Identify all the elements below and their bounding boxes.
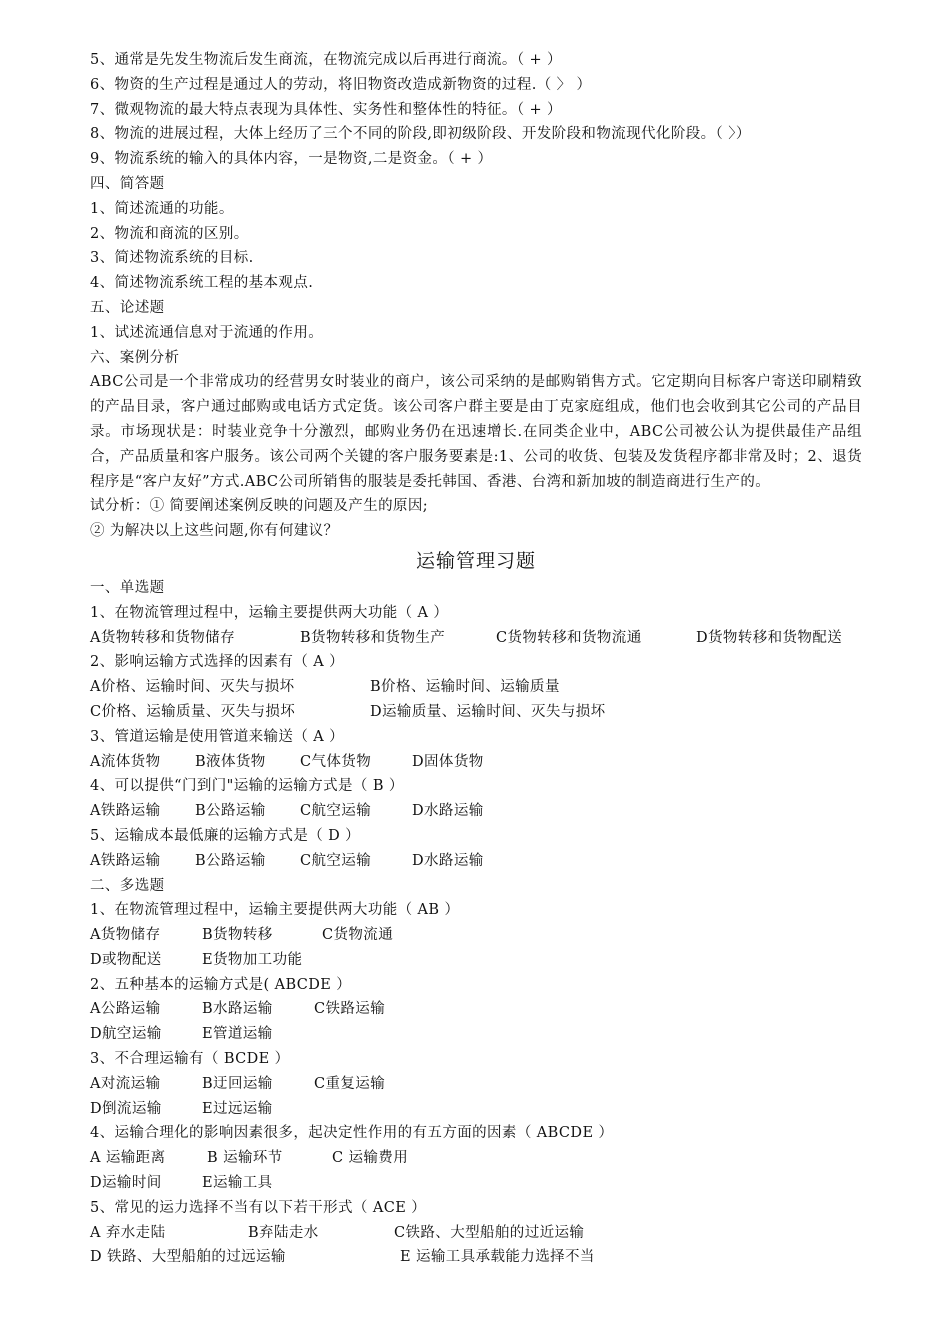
answer-option: B迂回运输 — [202, 1075, 273, 1092]
answer-option: B货物转移和货物生产 — [300, 629, 446, 646]
essay-heading: 五、论述题 — [90, 299, 165, 316]
tf-item-6: 6、物资的生产过程是通过人的劳动，将旧物资改造成新物资的过程.（ 〉 ） — [90, 76, 592, 93]
options-row — [90, 948, 890, 973]
answer-option: C气体货物 — [300, 753, 372, 770]
short-answer-item: 1、简述流通的功能。 — [90, 200, 234, 217]
answer-option: A 弃水走陆 — [90, 1224, 166, 1241]
answer-option: C 运输费用 — [332, 1150, 409, 1167]
short-answer-item: 3、简述物流系统的目标. — [90, 250, 254, 267]
answer-option: D 铁路、大型船舶的过远运输 — [90, 1249, 286, 1266]
answer-option: A货物转移和货物储存 — [90, 629, 235, 646]
answer-option: C铁路运输 — [314, 1001, 386, 1018]
answer-option: E管道运输 — [202, 1026, 273, 1043]
question-text: 5、运输成本最低廉的运输方式是（ D ） — [90, 827, 361, 844]
multi-choice-questions — [90, 898, 890, 1270]
answer-option: D或物配送 — [90, 951, 162, 968]
question-text: 3、不合理运输有（ BCDE ） — [90, 1051, 290, 1068]
essay-item: 1、试述流通信息对于流通的作用。 — [90, 324, 324, 341]
question-text: 2、影响运输方式选择的因素有（ A ） — [90, 654, 345, 671]
answer-option: C货物转移和货物流通 — [496, 629, 642, 646]
document-page — [90, 48, 890, 1270]
answer-option: E 运输工具承载能力选择不当 — [400, 1249, 595, 1266]
options-row — [90, 700, 890, 725]
answer-option: D运输质量、运输时间、灭失与损坏 — [370, 703, 606, 720]
question-text: 3、管道运输是使用管道来输送（ A ） — [90, 728, 345, 745]
case-question-1: 试分析：① 简要阐述案例反映的问题及产生的原因; — [90, 498, 429, 515]
answer-option: B水路运输 — [202, 1001, 273, 1018]
answer-option: D航空运输 — [90, 1026, 162, 1043]
answer-option: D水路运输 — [412, 852, 484, 869]
answer-option: A公路运输 — [90, 1001, 161, 1018]
answer-option: D运输时间 — [90, 1175, 162, 1192]
answer-option: D货物转移和货物配送 — [696, 629, 843, 646]
tf-item-5: 5、通常是先发生物流后发生商流，在物流完成以后再进行商流。（ + ） — [90, 52, 562, 68]
question-text: 1、在物流管理过程中，运输主要提供两大功能（ A ） — [90, 604, 449, 621]
answer-option: C铁路、大型船舶的过近运输 — [394, 1224, 585, 1241]
options-row — [90, 1146, 890, 1171]
answer-option: D倒流运输 — [90, 1100, 162, 1117]
short-answer-heading: 四、简答题 — [90, 175, 165, 192]
answer-option: A对流运输 — [90, 1075, 161, 1092]
options-row — [90, 1072, 890, 1097]
question-text: 4、可以提供“门到门"运输的运输方式是（ B ） — [90, 778, 404, 795]
tf-item-7: 7、微观物流的最大特点表现为具体性、实务性和整体性的特征。（ + ） — [90, 101, 562, 118]
options-row — [90, 1171, 890, 1196]
answer-option: C价格、运输质量、灭失与损坏 — [90, 703, 296, 720]
answer-option: C航空运输 — [300, 803, 372, 820]
question-text: 1、在物流管理过程中，运输主要提供两大功能（ AB ） — [90, 902, 460, 919]
answer-option: B公路运输 — [195, 803, 266, 820]
options-row — [90, 1245, 890, 1270]
answer-option: C重复运输 — [314, 1075, 386, 1092]
options-row — [90, 750, 890, 775]
multi-choice-heading: 二、多选题 — [90, 877, 165, 894]
question-text: 4、运输合理化的影响因素很多，起决定性作用的有五方面的因素（ ABCDE ） — [90, 1125, 614, 1142]
answer-option: A货物储存 — [90, 927, 161, 944]
answer-option: A铁路运输 — [90, 803, 161, 820]
answer-option: A 运输距离 — [90, 1150, 166, 1167]
options-row — [90, 923, 890, 948]
answer-option: A价格、运输时间、灭失与损坏 — [90, 679, 295, 696]
options-row — [90, 799, 890, 824]
options-row — [90, 675, 890, 700]
answer-option: B公路运输 — [195, 852, 266, 869]
answer-option: E过远运输 — [202, 1100, 273, 1117]
answer-option: B液体货物 — [195, 753, 266, 770]
answer-option: D固体货物 — [412, 753, 484, 770]
tf-item-9: 9、物流系统的输入的具体内容，一是物资,二是资金。（ + ） — [90, 151, 493, 168]
answer-option: C货物流通 — [322, 927, 394, 944]
short-answer-item: 2、物流和商流的区别。 — [90, 225, 249, 242]
options-row — [90, 997, 890, 1022]
single-choice-questions — [90, 601, 890, 874]
case-question-2: ② 为解决以上这些问题,你有何建议？ — [90, 523, 339, 540]
answer-option: B价格、运输时间、运输质量 — [370, 679, 560, 696]
options-row — [90, 626, 890, 651]
options-row — [90, 849, 890, 874]
answer-option: B 运输环节 — [207, 1150, 283, 1167]
single-choice-heading: 一、单选题 — [90, 579, 165, 596]
tf-item-8: 8、物流的进展过程，大体上经历了三个不同的阶段,即初级阶段、开发阶段和物流现代化阶段。（ 〉） — [90, 126, 751, 143]
options-row — [90, 1221, 890, 1246]
answer-option: E货物加工功能 — [202, 951, 303, 968]
case-heading: 六、案例分析 — [90, 349, 180, 366]
options-row — [90, 1022, 890, 1047]
options-row — [90, 1097, 890, 1122]
answer-option: A铁路运输 — [90, 852, 161, 869]
case-body: ABC公司是一个非常成功的经营男女时装业的商户，该公司采纳的是邮购销售方式。它定期向目标客户寄送印刷精致的产品目录，客户通过邮购或电话方式定货。该公司客户群主要是由丁克家庭组成，他们也会收到其它公司的产品目录。市场现状是：时装业竞争十分激烈，邮购业务仍在迅速增长.在同类企业中，ABC公司被公认为提供最佳产品组合，产品质量和客户服务。该公司两个关键的客户服务要素是:1、公司的收货、包装及发货程序都非常及时；2、退货程序是“客户友好”方式.ABC公司所销售的服装是委托韩国、香港、台湾和新加坡的制造商进行生产的。 — [90, 374, 862, 490]
answer-option: A流体货物 — [90, 753, 161, 770]
section-title: 运输管理习题 — [415, 549, 536, 572]
answer-option: C航空运输 — [300, 852, 372, 869]
question-text: 2、五种基本的运输方式是( ABCDE ） — [90, 976, 352, 993]
answer-option: B弃陆走水 — [248, 1224, 319, 1241]
question-text: 5、常见的运力选择不当有以下若干形式（ ACE ） — [90, 1199, 427, 1216]
answer-option: B货物转移 — [202, 927, 273, 944]
answer-option: D水路运输 — [412, 803, 484, 820]
answer-option: E运输工具 — [202, 1175, 273, 1192]
short-answer-item: 4、简述物流系统工程的基本观点. — [90, 275, 314, 292]
